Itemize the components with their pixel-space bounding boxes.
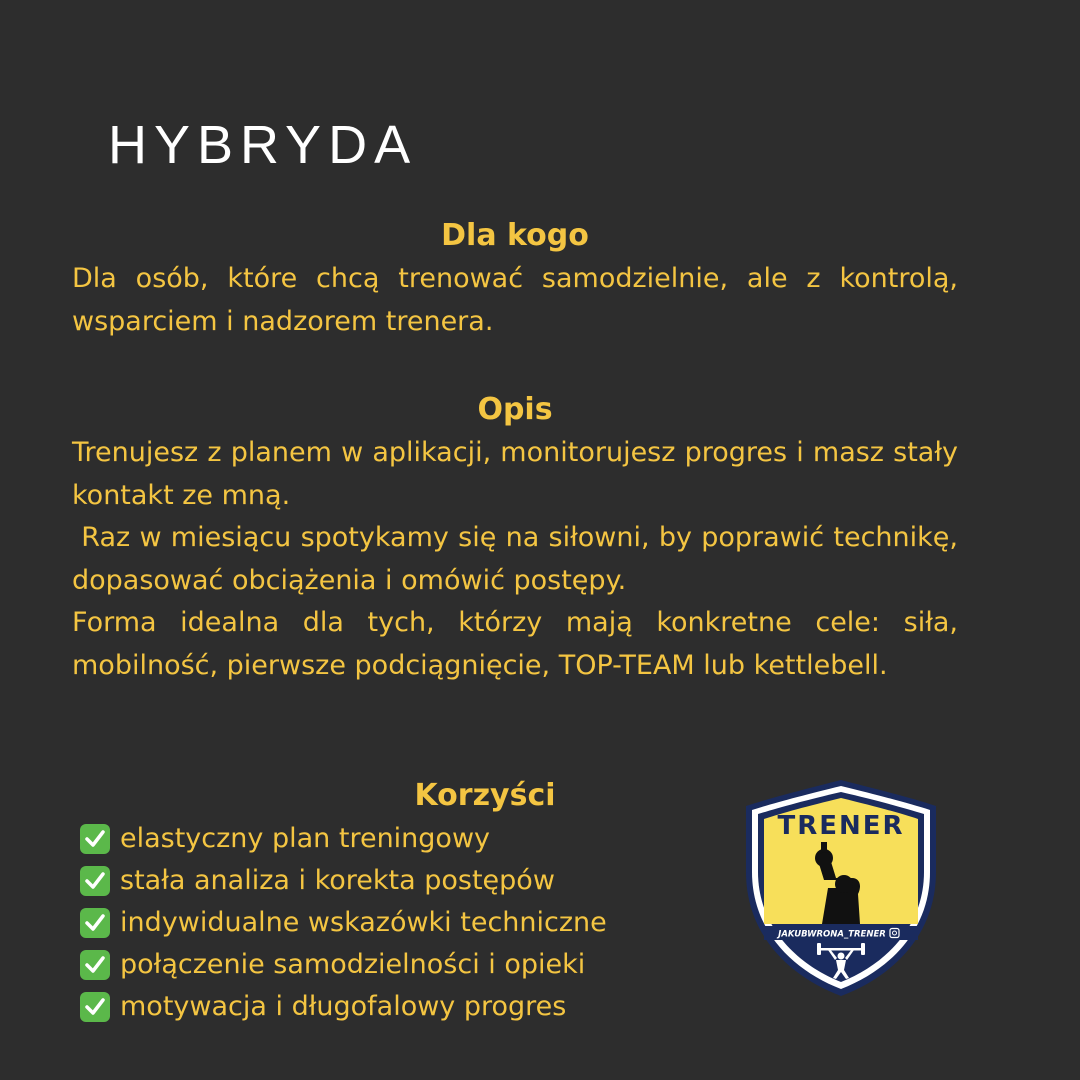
section-paragraph: Forma idealna dla tych, którzy mają konkretne cele: siła, mobilność, pierwsze podciągnięcie, TOP-TEAM lub kettlebell. [72, 607, 958, 681]
benefit-label: stała analiza i korekta postępów [120, 865, 555, 896]
section-paragraph: Dla osób, które chcą trenować samodzielnie, ale z kontrolą, wsparciem i nadzorem trenera. [72, 263, 958, 337]
list-item [72, 818, 607, 860]
trainer-badge-logo [740, 776, 942, 1000]
list-item [72, 902, 607, 944]
check-mark-icon [80, 908, 110, 938]
check-mark-icon [80, 824, 110, 854]
benefits-list [72, 818, 607, 1028]
benefit-label: elastyczny plan treningowy [120, 823, 491, 854]
section-paragraph: Raz w miesiącu spotykamy się na siłowni, by poprawić technikę, dopasować obciążenia i omówić postępy. [72, 522, 967, 596]
check-mark-icon [80, 992, 110, 1022]
check-mark-icon [80, 950, 110, 980]
section-paragraph: Trenujesz z planem w aplikacji, monitorujesz progres i masz stały kontakt ze mną. [72, 437, 958, 511]
badge-label: TRENER [777, 811, 905, 841]
list-item [72, 986, 607, 1028]
benefit-label: indywidualne wskazówki techniczne [120, 907, 607, 938]
page-title: HYBRYDA [108, 115, 418, 175]
section-heading: Korzyści [414, 778, 556, 813]
section-heading: Dla kogo [441, 218, 589, 253]
badge-handle: JAKUBWRONA_TRENER [778, 929, 886, 940]
benefit-label: motywacja i długofalowy progres [120, 991, 567, 1022]
list-item [72, 944, 607, 986]
section-dla-kogo [72, 214, 958, 343]
benefit-label: połączenie samodzielności i opieki [120, 949, 586, 980]
section-heading: Opis [477, 392, 553, 427]
section-opis [72, 388, 967, 687]
list-item [72, 860, 607, 902]
check-mark-icon [80, 866, 110, 896]
